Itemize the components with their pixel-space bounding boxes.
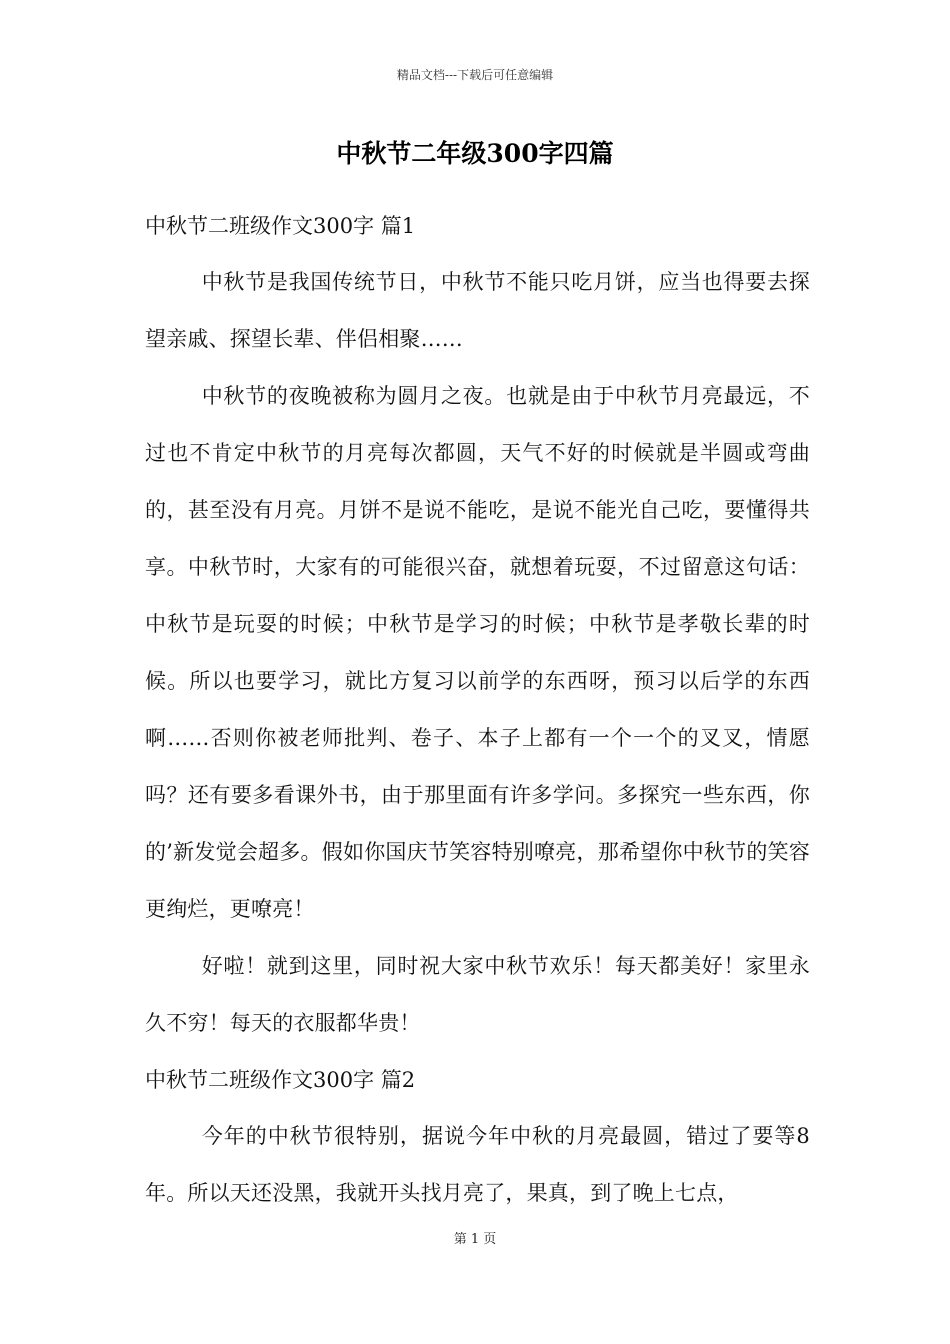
paragraph: 好啦！就到这里，同时祝大家中秋节欢乐！每天都美好！家里永久不穷！每天的衣服都华贵！ <box>145 954 810 1035</box>
essay-section-1 <box>145 198 810 1052</box>
document-body <box>145 198 810 1222</box>
section-heading: 中秋节二班级作文300字 篇2 <box>145 1068 416 1092</box>
header-note: 精品文档---下载后可任意编辑 <box>396 68 554 82</box>
page-number: 第 1 页 <box>453 1232 497 1247</box>
essay-section-2 <box>145 1052 810 1222</box>
paragraph: 中秋节是我国传统节日，中秋节不能只吃月饼，应当也得要去探望亲戚、探望长辈、伴侣相聚…… <box>145 270 810 351</box>
document-title: 中秋节二年级300字四篇 <box>336 139 614 168</box>
section-heading: 中秋节二班级作文300字 篇1 <box>145 214 416 238</box>
paragraph: 今年的中秋节很特别，据说今年中秋的月亮最圆，错过了要等8年。所以天还没黑，我就开头找月亮了，果真，到了晚上七点， <box>145 1124 810 1205</box>
paragraph: 中秋节的夜晚被称为圆月之夜。也就是由于中秋节月亮最远，不过也不肯定中秋节的月亮每次都圆，天气不好的时候就是半圆或弯曲的，甚至没有月亮。月饼不是说不能吃，是说不能光自己吃，要懂得共享。中秋节时，大家有的可能很兴奋，就想着玩耍，不过留意这句话：中秋节是玩耍的时候；中秋节是学习的时候；中秋节是孝敬长辈的时候。所以也要学习，就比方复习以前学的东西呀，预习以后学的东西啊……否则你被老师批判、卷子、本子上都有一个一个的叉叉，情愿吗？还有要多看课外书，由于那里面有许多学问。多探究一些东西，你的’新发觉会超多。假如你国庆节笑容特别嘹亮，那希望你中秋节的笑容更绚烂，更嘹亮！ <box>145 384 810 921</box>
